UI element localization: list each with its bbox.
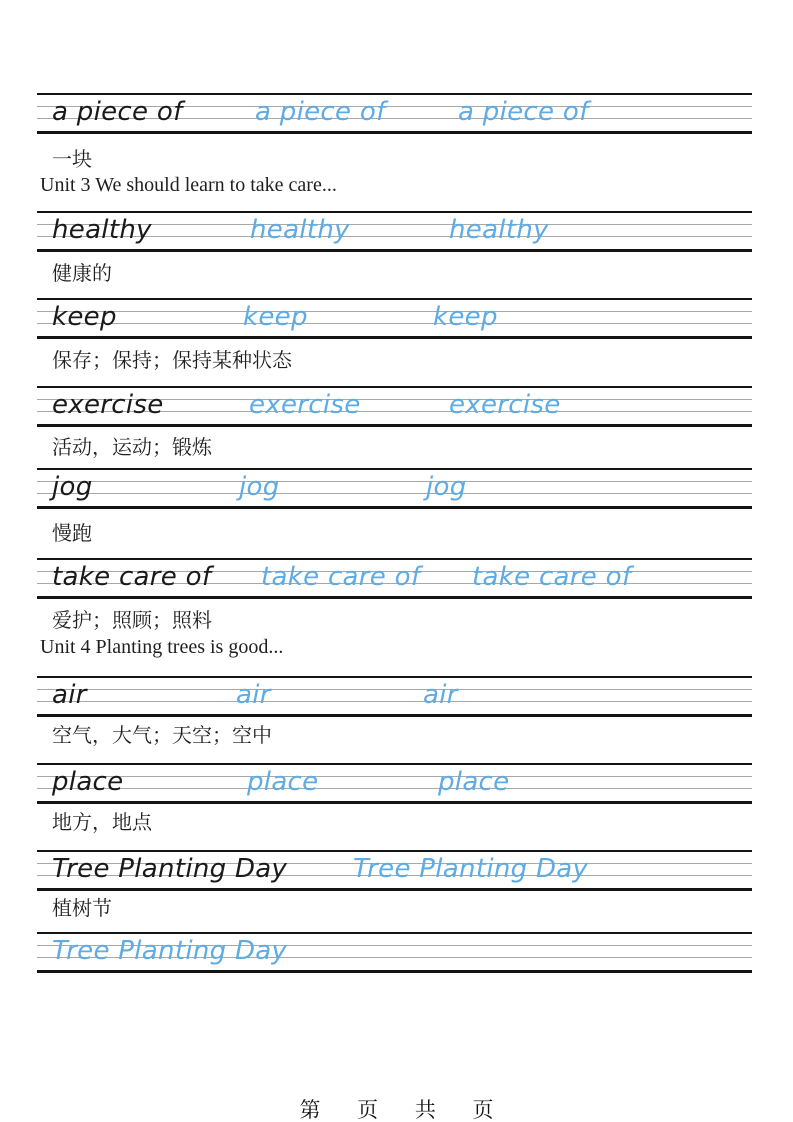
practice-word-trace: Tree Planting Day [353, 854, 589, 884]
practice-word-trace: keep [243, 302, 308, 332]
handwriting-guide-row [37, 763, 752, 804]
practice-word-trace: jog [239, 472, 280, 502]
handwriting-guide-row [37, 558, 752, 599]
practice-word: place [52, 767, 124, 797]
unit-header: Unit 4 Planting trees is good... [40, 636, 284, 658]
practice-word-trace: air [423, 680, 458, 710]
handwriting-guide-row [37, 386, 752, 427]
meaning-text: 活动，运动；锻炼 [52, 435, 212, 459]
practice-word: jog [52, 472, 93, 502]
practice-word-trace: a piece of [255, 97, 386, 127]
practice-word-trace: air [236, 680, 271, 710]
practice-word-trace: take care of [472, 562, 632, 592]
practice-word: take care of [52, 562, 212, 592]
practice-word-trace: exercise [449, 390, 561, 420]
page-footer: 第 页 共 页 [299, 1098, 509, 1122]
practice-word-trace: place [438, 767, 510, 797]
practice-word: keep [52, 302, 117, 332]
meaning-text: 地方，地点 [52, 810, 152, 834]
practice-word-trace: healthy [250, 215, 350, 245]
practice-word-trace: keep [433, 302, 498, 332]
practice-word-trace: take care of [261, 562, 421, 592]
practice-word-trace: healthy [449, 215, 549, 245]
handwriting-guide-row [37, 211, 752, 252]
handwriting-guide-row [37, 93, 752, 134]
practice-word-trace: Tree Planting Day [52, 936, 288, 966]
handwriting-guide-row [37, 298, 752, 339]
handwriting-guide-row [37, 676, 752, 717]
meaning-text: 健康的 [52, 261, 112, 285]
practice-word-trace: place [247, 767, 319, 797]
practice-word: a piece of [52, 97, 183, 127]
meaning-text: 慢跑 [52, 521, 92, 545]
meaning-text: 一块 [52, 147, 92, 171]
meaning-text: 保存；保持；保持某种状态 [52, 348, 292, 372]
practice-word: exercise [52, 390, 164, 420]
practice-word: Tree Planting Day [52, 854, 288, 884]
unit-header: Unit 3 We should learn to take care... [40, 174, 337, 196]
meaning-text: 爱护；照顾；照料 [52, 608, 212, 632]
practice-word: healthy [52, 215, 152, 245]
practice-word-trace: a piece of [458, 97, 589, 127]
meaning-text: 植树节 [52, 896, 112, 920]
handwriting-guide-row [37, 932, 752, 973]
meaning-text: 空气，大气；天空；空中 [52, 723, 272, 747]
handwriting-guide-row [37, 850, 752, 891]
handwriting-guide-row [37, 468, 752, 509]
practice-word-trace: jog [426, 472, 467, 502]
practice-word: air [52, 680, 87, 710]
practice-word-trace: exercise [249, 390, 361, 420]
